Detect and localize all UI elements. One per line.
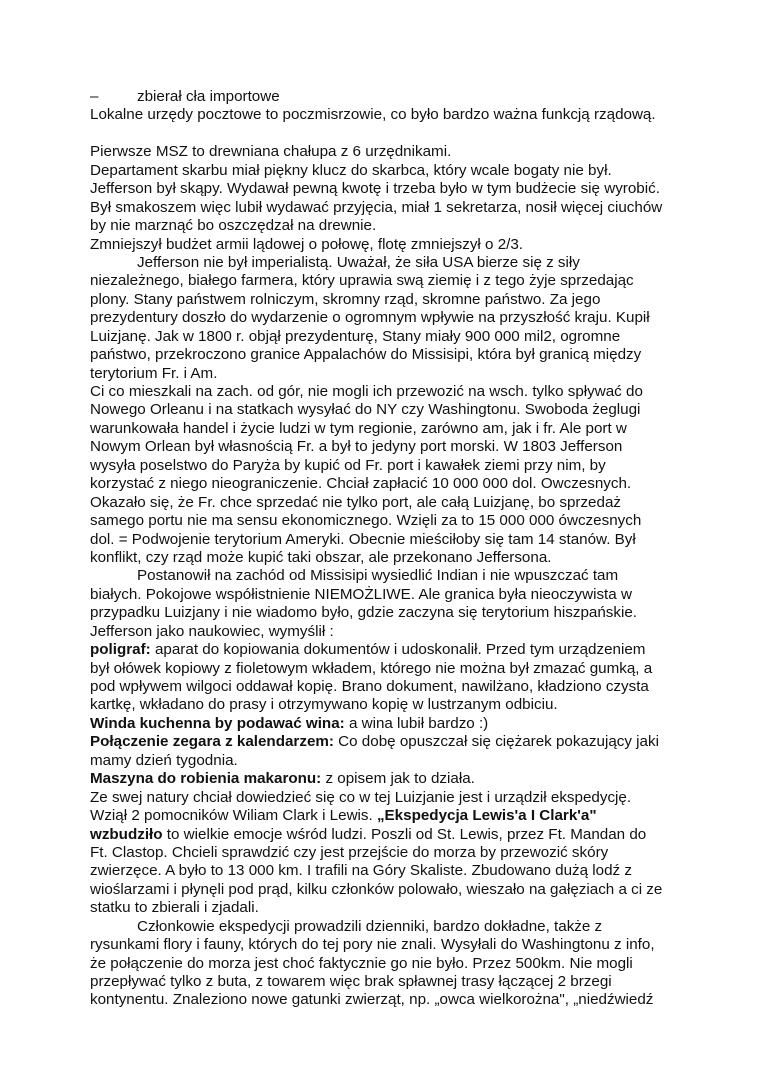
- text-line: [90, 826, 680, 844]
- bold-term: „Ekspedycja Lewis'a I Clark'a": [376, 807, 597, 825]
- text-line: [90, 715, 680, 733]
- text-line: [90, 955, 680, 973]
- line-text: białych. Pokojowe współistnienie NIEMOŻLIWE. Ale granica była nieoczywista w: [90, 585, 632, 603]
- text-line: [90, 604, 680, 622]
- text-line: [90, 899, 680, 917]
- text-line: [90, 973, 680, 991]
- text-line: [90, 365, 680, 383]
- text-line: [90, 881, 680, 899]
- line-text: Jefferson nie był imperialistą. Uważał, że siła USA bierze się z siły: [137, 253, 580, 271]
- line-text: państwo, przekroczono granice Appalachów do Missisipi, która był granicą między: [90, 346, 642, 364]
- line-text: Nowym Orlean był własnością Fr. a był to jedyny port morski. W 1803 Jefferson: [90, 438, 623, 456]
- list-dash: –: [90, 88, 99, 105]
- text-line: [90, 696, 680, 714]
- bold-term: Połączenie zegara z kalendarzem:: [90, 733, 334, 751]
- text-line: [90, 346, 680, 364]
- line-text: Lokalne urzędy pocztowe to poczmisrzowie, co było bardzo ważna funkcją rządową.: [90, 106, 656, 124]
- text-line: [90, 512, 680, 530]
- line-text: przypadku Luizjany i nie wiadomo było, gdzie zaczyna się terytorium hiszpańskie.: [90, 604, 638, 622]
- bold-term: poligraf:: [90, 641, 151, 659]
- text-line: [90, 383, 680, 401]
- line-text: Nowego Orleanu i na statkach wysyłać do NY czy Washingtonu. Swoboda żeglugi: [90, 401, 641, 419]
- line-text: Był smakoszem więc lubił wydawać przyjęcia, miał 1 sekretarza, nosił więcej ciuchów: [90, 198, 663, 216]
- line-text: prezydentury doszło do wydarzenie o ogromnym wpływie na przyszłość kraju. Kupił: [90, 309, 650, 327]
- text-line: [90, 789, 680, 807]
- line-text: terytorium Fr. i Am.: [90, 364, 218, 382]
- text-line: [90, 567, 680, 585]
- line-text: konflikt, czy rząd może kupić taki obszar, ale przekonano Jeffersona.: [90, 548, 552, 566]
- text-line: [90, 328, 680, 346]
- line-text: kontynentu. Znaleziono nowe gatunki zwierząt, np. „owca wielkorożna", „niedźwiedź: [90, 991, 654, 1009]
- line-text: samego portu nie ma sensu ekonomicznego. Wzięli za to 15 000 000 ówczesnych: [90, 512, 642, 530]
- bold-term: Maszyna do robienia makaronu:: [90, 770, 322, 788]
- text-line: [90, 217, 680, 235]
- line-text: Zmniejszył budżet armii lądowej o połowę, flotę zmniejszył o 2/3.: [90, 235, 524, 253]
- line-text: przepływać tylko z buta, z towarem więc brak spławnej trasy łączącej 2 brzegi: [90, 973, 612, 990]
- line-text: z opisem jak to działa.: [321, 770, 475, 788]
- text-line: [90, 420, 680, 438]
- text-line: [90, 918, 680, 936]
- line-text: zwierzęce. A było to 13 000 km. I trafili na Góry Skaliste. Zbudowano dużą lodź z: [90, 862, 632, 880]
- text-line: [90, 549, 680, 567]
- document-body: [90, 88, 680, 1010]
- line-text: niezależnego, białego farmera, który uprawia swą ziemię i z tego żyje sprzedając: [90, 272, 634, 290]
- text-line: [90, 106, 680, 124]
- line-text: Wziął 2 pomocników Wiliam Clark i Lewis.: [90, 807, 377, 825]
- text-line: [90, 401, 680, 419]
- line-text: Okazało się, że Fr. chce sprzedać nie tylko port, ale całą Luizjanę, bo sprzedaż: [90, 493, 621, 511]
- line-text: wioślarzami i płynęli pod prąd, kilku członków polowało, wieszało na gałęziach a ci ze: [90, 880, 663, 898]
- line-text: zbierał cła importowe: [137, 88, 280, 105]
- text-line: [90, 991, 680, 1009]
- text-line: [90, 162, 680, 180]
- line-text: Luizjanę. Jak w 1800 r. objął prezydenturę, Stany miały 900 000 mil2, ogromne: [90, 327, 621, 345]
- text-line: [90, 678, 680, 696]
- line-text: mamy dzień tygodnia.: [90, 751, 238, 769]
- line-text: pod wpływem wilgoci oddawał kopię. Brano dokument, nawilżano, kładziono czysta: [90, 678, 649, 695]
- line-text: Ci co mieszkali na zach. od gór, nie mogli ich przewozić na wsch. tylko spływać do: [90, 383, 643, 400]
- text-line: [90, 236, 680, 254]
- bold-term: Winda kuchenna by podawać wina:: [90, 714, 345, 732]
- text-line: [90, 199, 680, 217]
- line-text: rysunkami flory i fauny, których do tej pory nie znali. Wysyłali do Washingtonu z info,: [90, 936, 655, 954]
- line-text: Członkowie ekspedycji prowadzili dzienniki, bardzo dokładne, także z: [137, 917, 603, 935]
- text-line: [90, 660, 680, 678]
- line-text: warunkowała handel i życie ludzi w tym regionie, zarówno am, jak i fr. Ale port w: [90, 419, 627, 437]
- text-line: [90, 143, 680, 161]
- text-line: [90, 291, 680, 309]
- text-line: [90, 438, 680, 456]
- text-line: [90, 88, 680, 106]
- text-line: [90, 862, 680, 880]
- line-text: a wina lubił bardzo :): [344, 714, 489, 732]
- line-text: Ze swej natury chciał dowiedzieć się co w tej Luizjanie jest i urządził ekspedycję.: [90, 788, 632, 806]
- text-line: [90, 272, 680, 290]
- text-line: [90, 586, 680, 604]
- line-text: Ft. Clastop. Chcieli sprawdzić czy jest przejście do morza by przewozić skóry: [90, 843, 609, 861]
- text-line: [90, 733, 680, 751]
- line-text: kartkę, wkładano do prasy i otrzymywano kopię w lustrzanym odbiciu.: [90, 696, 558, 714]
- line-text: korzystać z niego nieograniczenie. Chciał zapłacić 10 000 000 dol. Owczesnych.: [90, 475, 632, 493]
- line-text: był ołówek kopiowy z fioletowym wkładem, którego nie można był zmazać gumką, a: [90, 659, 653, 677]
- line-text: Pierwsze MSZ to drewniana chałupa z 6 urzędnikami.: [90, 143, 452, 161]
- text-line: [90, 844, 680, 862]
- line-text: Jefferson jako naukowiec, wymyślił :: [90, 622, 334, 640]
- blank-line: [90, 125, 680, 143]
- line-text: Co dobę opuszczał się ciężarek pokazujący jaki: [333, 733, 659, 751]
- line-text: plony. Stany państwem rolniczym, skromny rząd, skromne państwo. Za jego: [90, 290, 601, 308]
- text-line: [90, 180, 680, 198]
- line-text: aparat do kopiowania dokumentów i udoskonalił. Przed tym urządzeniem: [150, 641, 646, 659]
- text-line: [90, 752, 680, 770]
- line-text: Jefferson był skąpy. Wydawał pewną kwotę i trzeba było w tym budżecie się wyrobić.: [90, 180, 660, 198]
- text-line: [90, 254, 680, 272]
- text-line: [90, 936, 680, 954]
- text-line: [90, 309, 680, 327]
- text-line: [90, 494, 680, 512]
- line-text: Postanowił na zachód od Missisipi wysiedlić Indian i nie wpuszczać tam: [137, 567, 619, 585]
- line-text: Departament skarbu miał piękny klucz do skarbca, który wcale bogaty nie był.: [90, 161, 612, 179]
- text-line: [90, 641, 680, 659]
- text-line: [90, 475, 680, 493]
- bold-term: wzbudziło: [90, 825, 163, 843]
- line-text: dol. = Podwojenie terytorium Ameryki. Obecnie mieściłoby się tam 14 stanów. Był: [90, 530, 636, 548]
- text-line: [90, 770, 680, 788]
- line-text: to wielkie emocje wśród ludzi. Poszli od St. Lewis, przez Ft. Mandan do: [162, 825, 647, 843]
- line-text: statku to zbierali i zjadali.: [90, 899, 259, 917]
- text-line: [90, 457, 680, 475]
- line-text: by nie marznąć bo oszczędzał na drewnie.: [90, 217, 377, 235]
- line-text: wysyła poselstwo do Paryża by kupić od Fr. port i kawałek ziemi przy nim, by: [90, 456, 606, 474]
- text-line: [90, 807, 680, 825]
- text-line: [90, 623, 680, 641]
- line-text: że połączenie do morza jest choć faktycznie go nie było. Przez 500km. Nie mogli: [90, 954, 633, 972]
- text-line: [90, 531, 680, 549]
